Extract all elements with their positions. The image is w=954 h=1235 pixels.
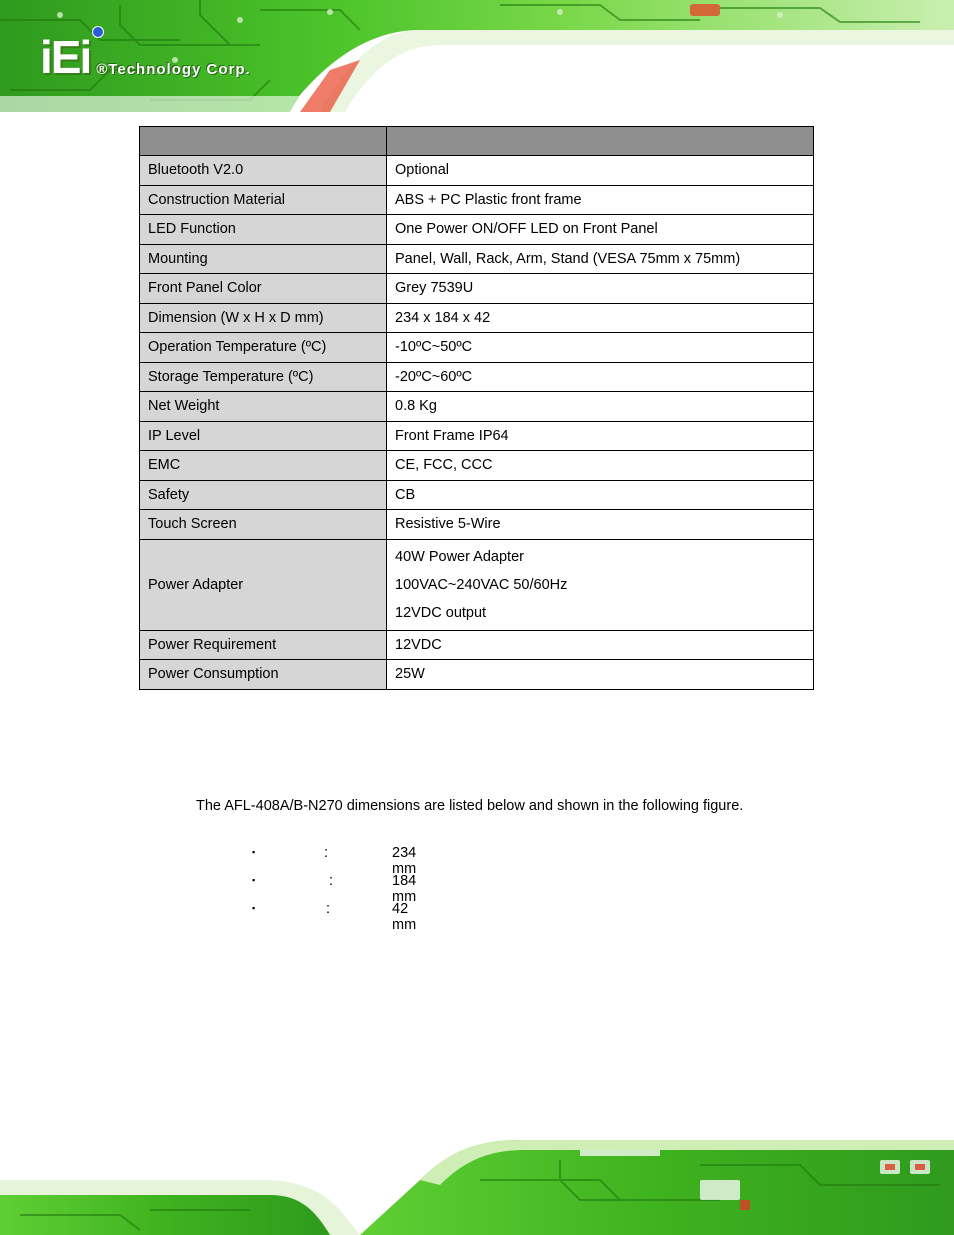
table-header-row: [140, 127, 814, 156]
table-row: [140, 362, 814, 392]
table-row-power-adapter: [140, 539, 814, 630]
spec-value-line: 12VDC output: [395, 604, 487, 621]
logo-dot-icon: [92, 26, 104, 38]
table-row: [140, 451, 814, 481]
spec-label: Safety: [140, 480, 387, 510]
spec-label: Storage Temperature (ºC): [140, 362, 387, 392]
spec-label: Mounting: [140, 244, 387, 274]
spec-label: Operation Temperature (ºC): [140, 333, 387, 363]
spec-label: Touch Screen: [140, 510, 387, 540]
table-row: [140, 480, 814, 510]
specifications-table: [139, 126, 814, 690]
table-row: [140, 333, 814, 363]
spec-label: EMC: [140, 451, 387, 481]
spec-value-line: 40W Power Adapter: [395, 548, 524, 565]
table-row: [140, 185, 814, 215]
spec-value: Resistive 5-Wire: [387, 510, 814, 540]
table-row: [140, 215, 814, 245]
table-row: [140, 660, 814, 690]
spec-value-multiline: [387, 539, 814, 630]
spec-value: 12VDC: [387, 630, 814, 660]
bullet-icon: ▪: [252, 903, 256, 913]
bullet-icon: ▪: [252, 875, 256, 885]
dimensions-intro-text: The AFL-408A/B-N270 dimensions are listed below and shown in the following figure.: [196, 798, 744, 814]
table-row: [140, 244, 814, 274]
spec-label: Bluetooth V2.0: [140, 156, 387, 186]
spec-label: Power Adapter: [140, 539, 387, 630]
spec-label: IP Level: [140, 421, 387, 451]
table-row: [140, 421, 814, 451]
spec-label: Front Panel Color: [140, 274, 387, 304]
spec-value: Grey 7539U: [387, 274, 814, 304]
spec-value: CE, FCC, CCC: [387, 451, 814, 481]
spec-label: Power Consumption: [140, 660, 387, 690]
page-header: [0, 0, 954, 112]
dim-colon: :: [329, 873, 334, 889]
spec-label: Net Weight: [140, 392, 387, 422]
spec-value: -20ºC~60ºC: [387, 362, 814, 392]
spec-value: CB: [387, 480, 814, 510]
table-row: [140, 510, 814, 540]
table-row: [140, 630, 814, 660]
page-footer: [0, 1120, 954, 1235]
spec-value-line: 100VAC~240VAC 50/60Hz: [395, 576, 568, 593]
table-row: [140, 274, 814, 304]
spec-value: 234 x 184 x 42: [387, 303, 814, 333]
dim-colon: :: [324, 845, 329, 861]
spec-value: Panel, Wall, Rack, Arm, Stand (VESA 75mm x 75mm): [387, 244, 814, 274]
spec-label: Construction Material: [140, 185, 387, 215]
logo-mark: iEi: [40, 31, 91, 83]
table-row: [140, 156, 814, 186]
dim-value: 42 mm: [392, 901, 417, 933]
company-logo: [40, 30, 251, 83]
spec-value: Optional: [387, 156, 814, 186]
bullet-icon: ▪: [252, 847, 256, 857]
table-row: [140, 303, 814, 333]
table-row: [140, 392, 814, 422]
dim-value: 184 mm: [392, 873, 417, 905]
table-header-cell: [140, 127, 387, 156]
spec-value: 0.8 Kg: [387, 392, 814, 422]
dim-colon: :: [326, 901, 331, 917]
spec-value: One Power ON/OFF LED on Front Panel: [387, 215, 814, 245]
spec-label: LED Function: [140, 215, 387, 245]
spec-value: 25W: [387, 660, 814, 690]
dim-value: 234 mm: [392, 845, 417, 877]
spec-value: -10ºC~50ºC: [387, 333, 814, 363]
logo-text: ®Technology Corp.: [96, 61, 251, 78]
spec-value: ABS + PC Plastic front frame: [387, 185, 814, 215]
spec-label: Power Requirement: [140, 630, 387, 660]
spec-value: Front Frame IP64: [387, 421, 814, 451]
circuit-board-footer: [0, 1120, 954, 1235]
table-header-cell: [387, 127, 814, 156]
spec-label: Dimension (W x H x D mm): [140, 303, 387, 333]
